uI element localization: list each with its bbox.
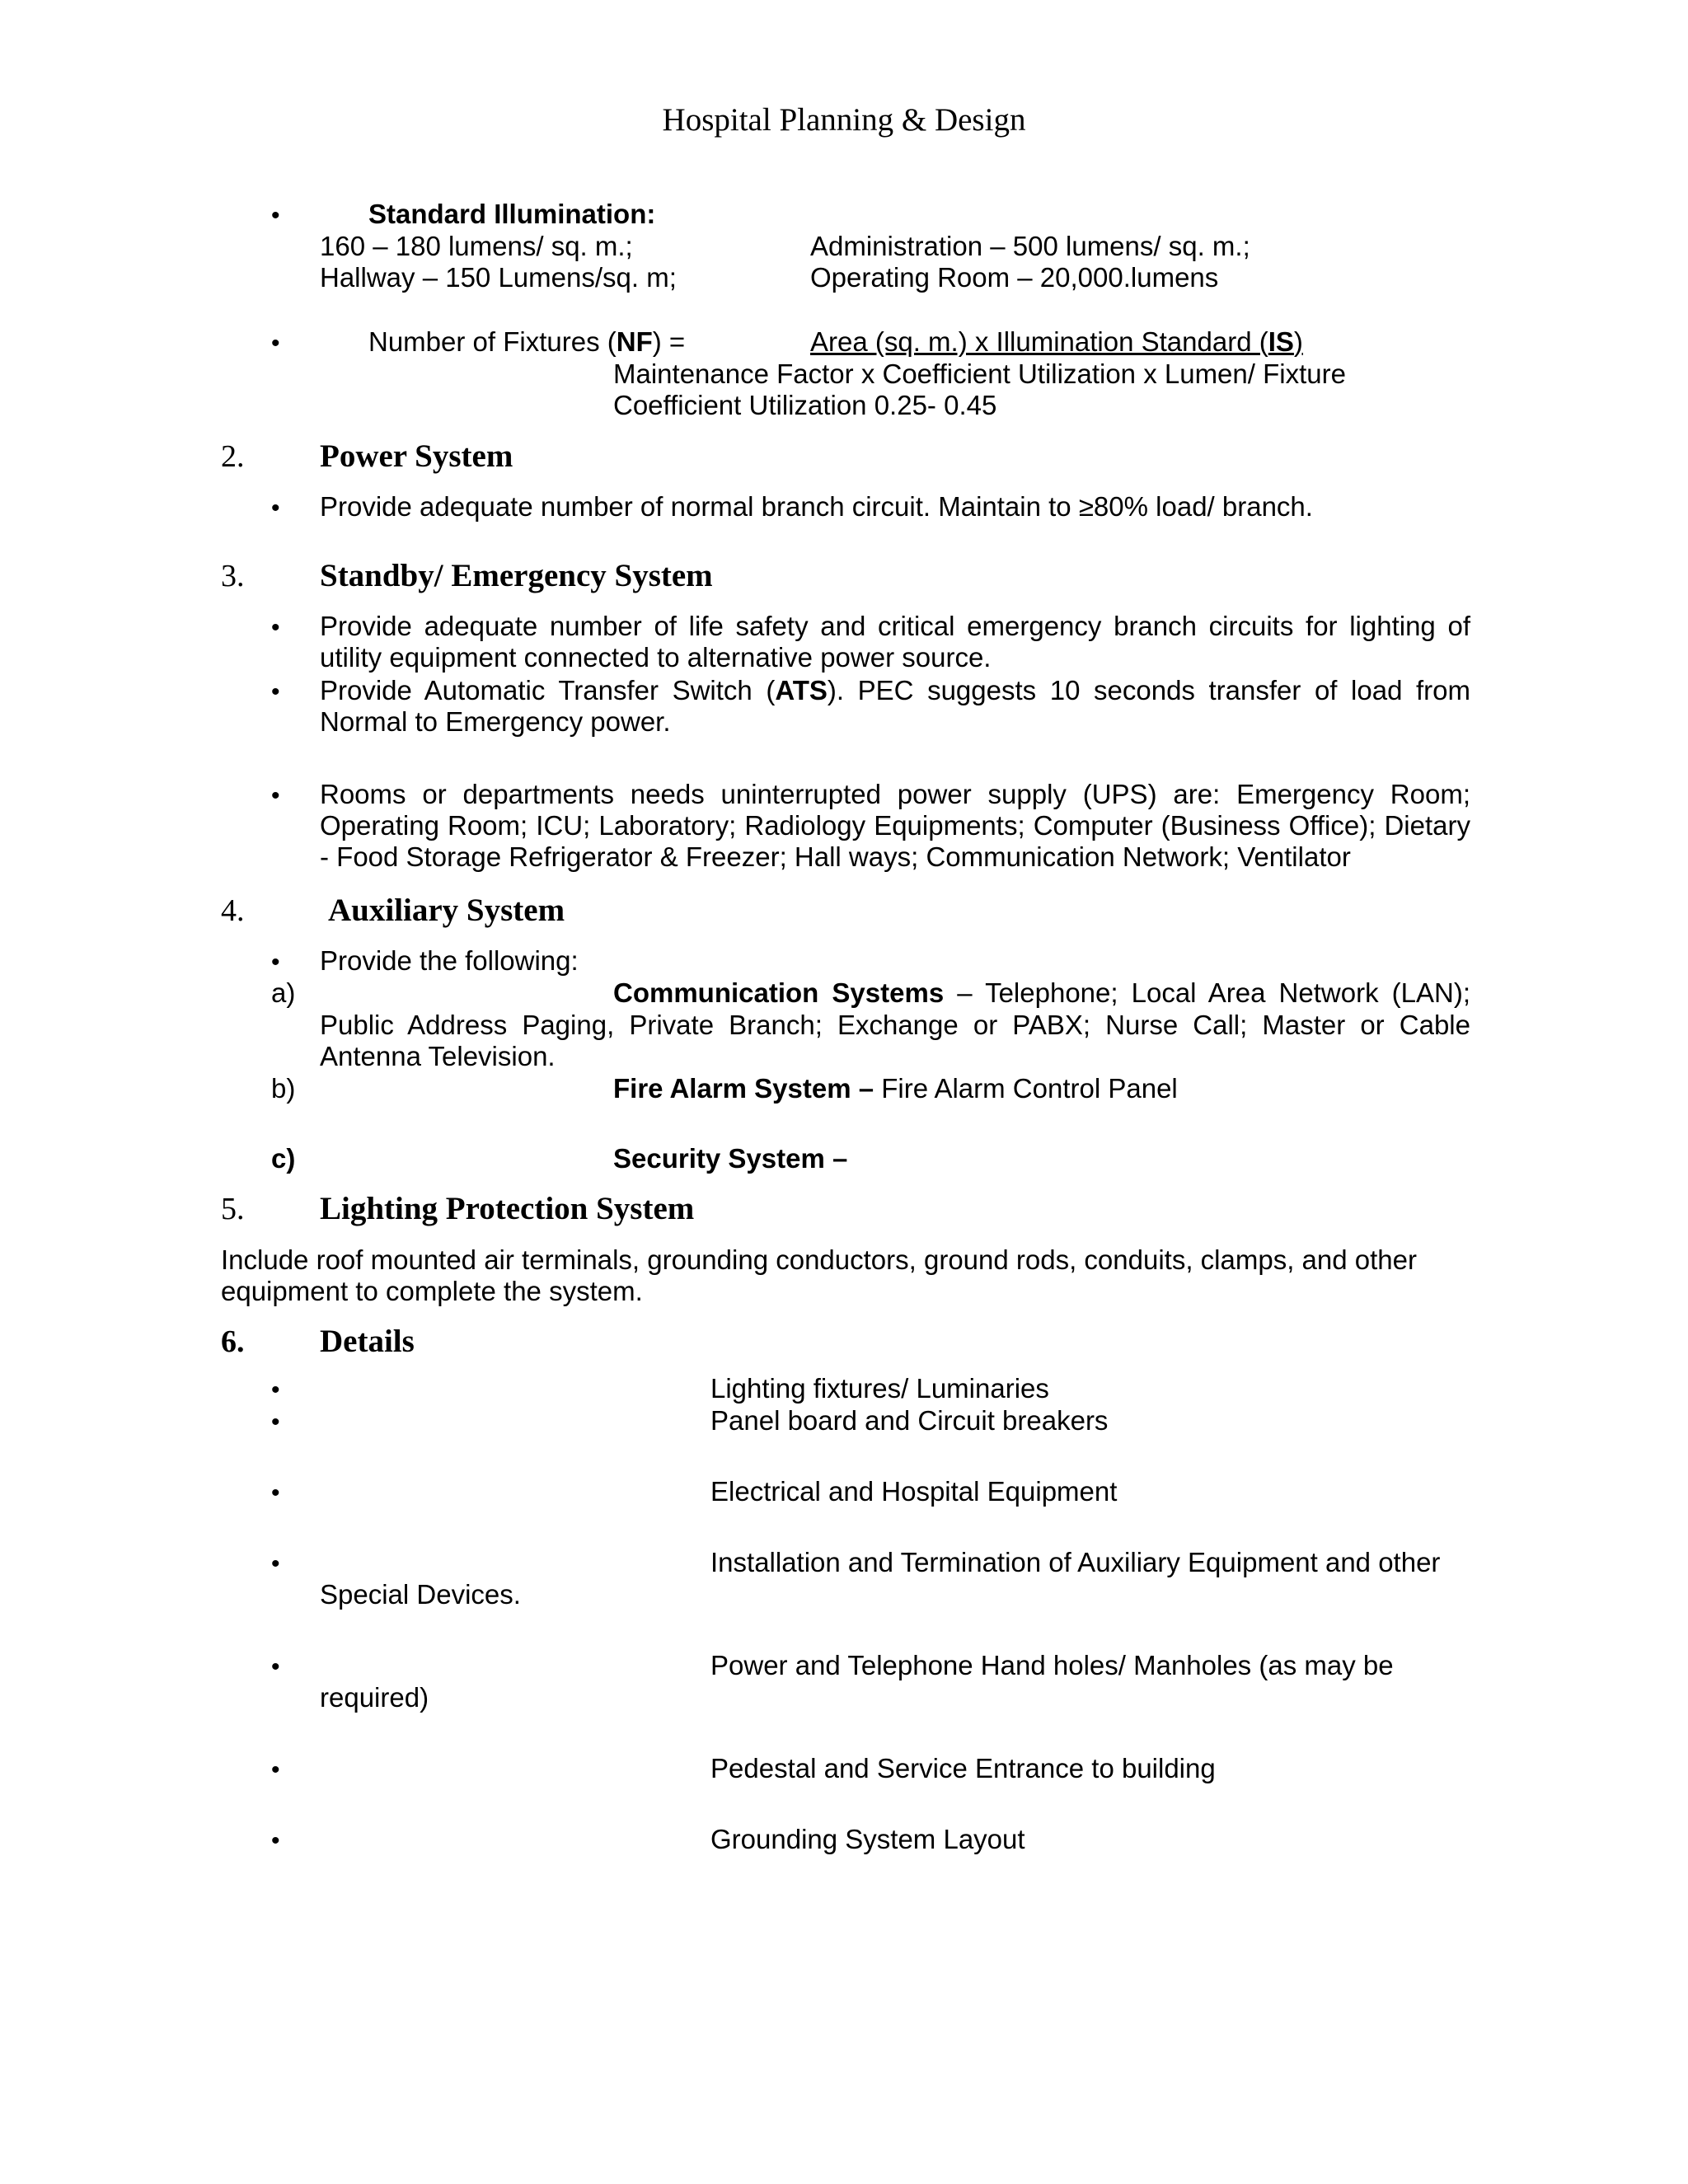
- bullet-icon: •: [271, 1550, 280, 1577]
- bullet-icon: •: [271, 1756, 280, 1783]
- details-item: Installation and Termination of Auxiliary Equipment and other: [710, 1547, 1441, 1577]
- details-item: Panel board and Circuit breakers: [710, 1405, 1109, 1436]
- fixtures-numerator: Area (sq. m.) x Illumination Standard (IS): [810, 326, 1303, 357]
- auxiliary-intro: Provide the following:: [320, 945, 579, 976]
- section-number: 6.: [221, 1324, 245, 1359]
- details-item-continuation: Special Devices.: [320, 1579, 521, 1610]
- details-item: Electrical and Hospital Equipment: [710, 1476, 1118, 1507]
- illumination-row1-right: Administration – 500 lumens/ sq. m.;: [810, 231, 1250, 261]
- fire-alarm-system: Fire Alarm System – Fire Alarm Control Panel: [613, 1073, 1178, 1104]
- security-system: Security System –: [613, 1143, 848, 1174]
- bullet-icon: •: [271, 1479, 280, 1507]
- coefficient-utilization: Coefficient Utilization 0.25- 0.45: [613, 390, 997, 420]
- details-item-continuation: required): [320, 1682, 429, 1713]
- section-number: 5.: [221, 1192, 245, 1226]
- communication-systems-line1: Communication Systems – Telephone; Local Area Network (LAN);: [613, 977, 1470, 1008]
- details-item: Pedestal and Service Entrance to building: [710, 1753, 1216, 1783]
- fixtures-denominator: Maintenance Factor x Coefficient Utilization x Lumen/ Fixture: [613, 359, 1346, 389]
- list-label-a: a): [271, 977, 296, 1008]
- section-number: 3.: [221, 559, 245, 593]
- details-item: Grounding System Layout: [710, 1824, 1025, 1854]
- illumination-row2-left: Hallway – 150 Lumens/sq. m;: [320, 262, 677, 293]
- details-item: Power and Telephone Hand holes/ Manholes (as may be: [710, 1650, 1394, 1680]
- illumination-heading: Standard Illumination:: [368, 199, 656, 229]
- section-title-lighting-protection: Lighting Protection System: [320, 1191, 695, 1226]
- bullet-icon: •: [271, 614, 280, 641]
- section-title-power: Power System: [320, 438, 513, 474]
- bullet-icon: •: [271, 678, 280, 705]
- standby-bullet-3: Rooms or departments needs uninterrupted power supply (UPS) are: Emergency Room; Operating Room; ICU; Laboratory; Radiology Equipments; Computer (Business Office); Dietary - Food Storage Refrigerator & Freezer; Hall ways; Communication Network; Ventilator: [320, 779, 1470, 872]
- details-item: Lighting fixtures/ Luminaries: [710, 1373, 1049, 1404]
- communication-systems-line2: Public Address Paging, Private Branch; Exchange or PABX; Nurse Call; Master or Cable: [320, 1010, 1470, 1040]
- section-title-auxiliary: Auxiliary System: [328, 893, 565, 928]
- bullet-icon: •: [271, 1653, 280, 1680]
- section-title-standby: Standby/ Emergency System: [320, 558, 713, 593]
- bullet-icon: •: [271, 1376, 280, 1404]
- power-bullet-text: Provide adequate number of normal branch circuit. Maintain to ≥80% load/ branch.: [320, 491, 1313, 522]
- bullet-icon: •: [271, 202, 280, 229]
- bullet-icon: •: [271, 1408, 280, 1436]
- page-header: Hospital Planning & Design: [662, 102, 1026, 138]
- bullet-icon: •: [271, 1827, 280, 1854]
- bullet-icon: •: [271, 949, 280, 976]
- standby-bullet-1: Provide adequate number of life safety and critical emergency branch circuits for lighting of utility equipment connected to alternative power source.: [320, 611, 1470, 673]
- list-label-b: b): [271, 1073, 296, 1104]
- illumination-row1-left: 160 – 180 lumens/ sq. m.;: [320, 231, 633, 261]
- bullet-icon: •: [271, 494, 280, 522]
- section-title-details: Details: [320, 1324, 415, 1359]
- standby-bullet-2: Provide Automatic Transfer Switch (ATS). PEC suggests 10 seconds transfer of load from Normal to Emergency power.: [320, 675, 1471, 737]
- bullet-icon: •: [271, 782, 280, 809]
- section-number: 4.: [221, 893, 245, 928]
- communication-systems-line3: Antenna Television.: [320, 1041, 556, 1071]
- lighting-protection-line1: Include roof mounted air terminals, grounding conductors, ground rods, conduits, clamps, and other: [221, 1244, 1417, 1275]
- section-number: 2.: [221, 439, 245, 474]
- fixtures-label: Number of Fixtures (NF) =: [368, 326, 686, 357]
- lighting-protection-line2: equipment to complete the system.: [221, 1276, 643, 1306]
- list-label-c: c): [271, 1143, 296, 1174]
- illumination-row2-right: Operating Room – 20,000.lumens: [810, 262, 1219, 293]
- bullet-icon: •: [271, 330, 280, 357]
